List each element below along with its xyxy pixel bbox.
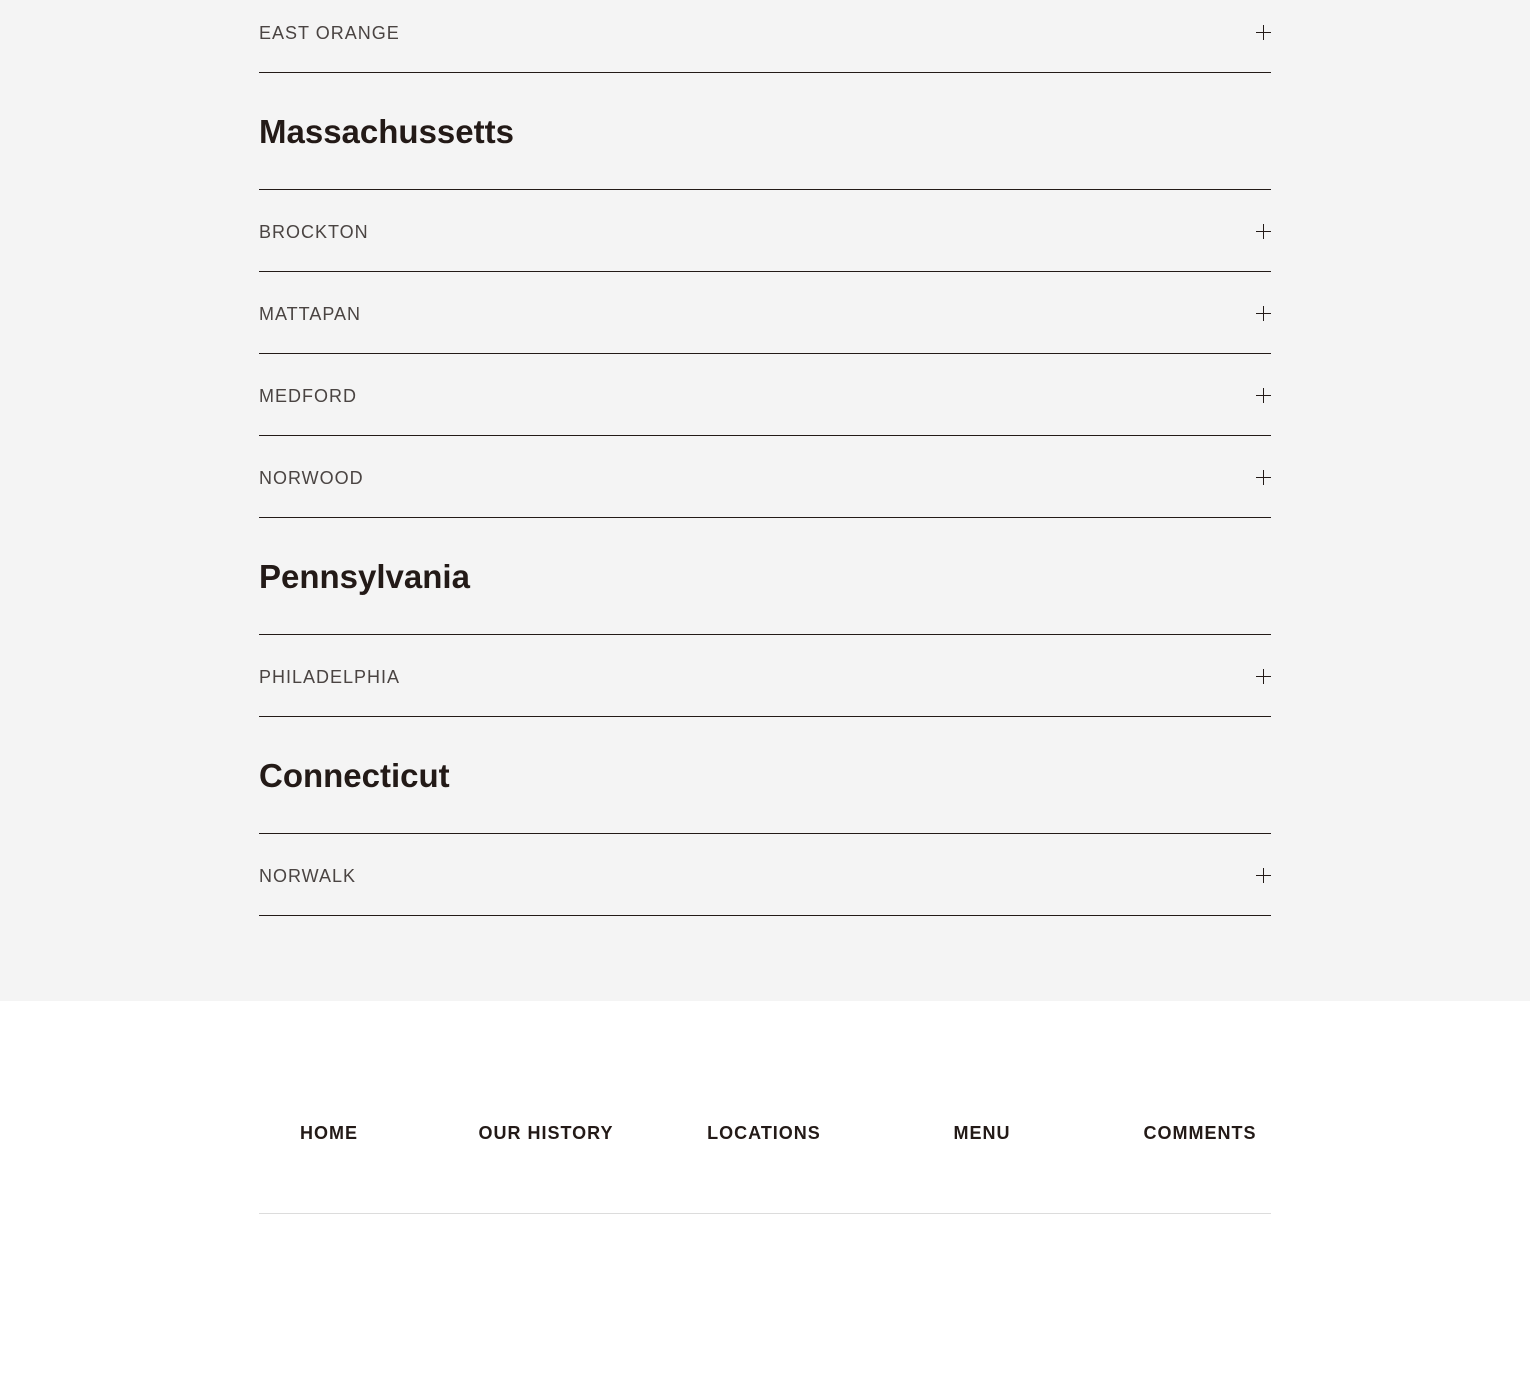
state-heading-massachusetts: Massachussetts [259, 113, 514, 150]
divider [259, 189, 1271, 190]
divider [259, 915, 1271, 916]
plus-icon[interactable] [1256, 224, 1271, 239]
city-item-norwalk[interactable]: NORWALK [259, 866, 357, 886]
divider [259, 833, 1271, 834]
plus-icon[interactable] [1256, 306, 1271, 321]
divider [259, 72, 1271, 73]
nav-link-home[interactable]: HOME [300, 1123, 358, 1143]
nav-link-comments[interactable]: COMMENTS [1143, 1123, 1257, 1143]
city-item-norwood[interactable]: NORWOOD [259, 468, 364, 488]
nav-link-locations[interactable]: LOCATIONS [707, 1123, 821, 1143]
plus-icon[interactable] [1256, 470, 1271, 485]
footer-nav [0, 1001, 1530, 1392]
divider [259, 634, 1271, 635]
divider [259, 271, 1271, 272]
city-item-east-orange[interactable]: EAST ORANGE [259, 23, 400, 43]
city-item-medford[interactable]: MEDFORD [259, 386, 357, 406]
nav-link-menu[interactable]: MENU [953, 1123, 1011, 1143]
plus-icon[interactable] [1256, 388, 1271, 403]
city-item-mattapan[interactable]: MATTAPAN [259, 304, 361, 324]
state-heading-pennsylvania: Pennsylvania [259, 558, 470, 595]
divider [259, 517, 1271, 518]
plus-icon[interactable] [1256, 669, 1271, 684]
divider [259, 716, 1271, 717]
divider [259, 435, 1271, 436]
plus-icon[interactable] [1256, 868, 1271, 883]
plus-icon[interactable] [1256, 25, 1271, 40]
state-heading-connecticut: Connecticut [259, 757, 450, 794]
nav-link-our-history[interactable]: OUR HISTORY [478, 1123, 614, 1143]
city-item-philadelphia[interactable]: PHILADELPHIA [259, 667, 401, 687]
footer-divider [259, 1213, 1271, 1214]
city-item-brockton[interactable]: BROCKTON [259, 222, 369, 242]
divider [259, 353, 1271, 354]
